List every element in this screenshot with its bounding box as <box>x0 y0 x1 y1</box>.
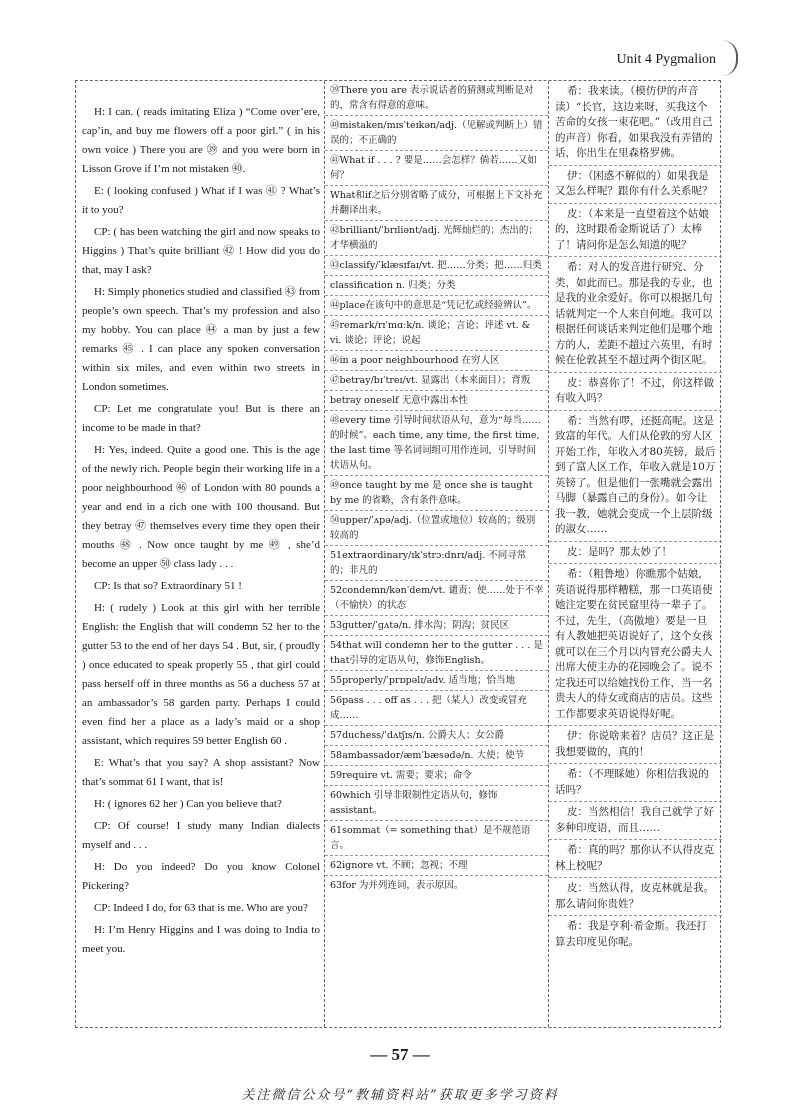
dialogue-line: H: I can. ( reads imitating Eliza ) “Come over’ere, cap’in, and buy me flowers off a poor girl.” ( in his own voice ) There you are ㊴ and you were born in Lisson Grove if I’m not mistaken ㊵. <box>82 106 320 175</box>
note-item: ㊷brilliant/ˈbrɪliənt/adj. 光辉灿烂的；杰出的；才华横溢的 <box>325 221 548 256</box>
dialogue-line: H: ( rudely ) Look at this girl with her terrible English: the English that will condemn 52 her to the gutter 53 to the end of her days 54 . But, sir, ( proudly ) once educated to speak properly 55 , that girl could pass herself off in three months as 56 a duchess 57 at an ambassador’s 58 garden party. Perhaps I could even find her a place as a lady’s maid or a shop assistant, which requires 59 better English 60 . <box>82 602 320 747</box>
note-item: ㊹place在该句中的意思是“凭记忆或经验辨认”。 <box>325 296 548 316</box>
dialogue-column <box>76 81 325 1027</box>
note-item: 58ambassador/æmˈbæsədə/n. 大使；使节 <box>325 746 548 766</box>
note-item: ㊴There you are 表示说话者的猜测或判断是对的，常含有得意的意味。 <box>325 81 548 116</box>
note-item: 62ignore vt. 不顾；忽视；不理 <box>325 856 548 876</box>
note-item: classification n. 归类；分类 <box>325 276 548 296</box>
dialogue-line: E: ( looking confused ) What if I was ㊶ ? What’s it to you? <box>82 185 320 216</box>
translation-item: 皮：（本来是一直望着这个姑娘的，这时跟希金斯说话了）太棒了！请问你是怎么知道的呢？ <box>549 204 722 258</box>
note-item: 52condemn/kənˈdem/vt. 谴责；使……处于不幸（不愉快）的状态 <box>325 581 548 616</box>
translation-item: 伊：你说啥来着？店员？这正是我想要做的，真的！ <box>549 726 722 764</box>
translation-item: 希：当然有啰，还挺高呢。这是致富的年代。人们从伦敦的穷人区开始工作，年收入才80英镑，最后到了富人区工作，年收入就是10万英镑了。但是他们一张嘴就会露出马脚（暴露自己的身份）。如今让我一教，她就会变成一个上层阶级的淑女…… <box>549 411 722 542</box>
note-item: ㊼betray/bɪˈtreɪ/vt. 显露出（本来面目）；背叛 <box>325 371 548 391</box>
note-item: ㊵mistaken/mɪsˈteɪkən/adj.（见解或判断上）错误的；不正确的 <box>325 116 548 151</box>
dialogue-line: CP: ( has been watching the girl and now speaks to Higgins ) That’s quite brilliant ㊷ ! How did you do that, may I ask? <box>82 226 320 276</box>
translation-column <box>549 81 722 1027</box>
note-item: 63for 为并列连词，表示原因。 <box>330 880 464 891</box>
note-item: 61sommat（= something that）是不规范语言。 <box>325 821 548 856</box>
dialogue-line: CP: Of course! I study many Indian dialects myself and . . . <box>82 820 320 851</box>
translation-item: 希：我是亨利·希金斯。我还打算去印度见你呢。 <box>555 920 707 948</box>
note-item: ㊿upper/ˈʌpə/adj.（位置或地位）较高的；级别较高的 <box>325 511 548 546</box>
translation-item: 皮：当然认得，皮克林就是我。那么请问你贵姓？ <box>549 878 722 916</box>
translation-item: 皮：是吗？那太妙了！ <box>549 542 722 565</box>
note-item: ㊻in a poor neighbourhood 在穷人区 <box>325 351 548 371</box>
translation-item: 皮：当然相信！我自己就学了好多种印度语，而且…… <box>549 802 722 840</box>
dialogue-line: H: Yes, indeed. Quite a good one. This is the age of the newly rich. People begin their working life in a poor neighbourhood ㊻ of London with 80 pounds a year and end in a rich one with 100 thousand. But they betray ㊼ themselves every time they open their mouths ㊽ . Now once taught by me ㊾ , she’d become an upper ㊿ class lady . . . <box>82 444 320 570</box>
translation-item: 伊：（困惑不解似的）如果我是又怎么样呢？跟你有什么关系呢？ <box>549 166 722 204</box>
note-item: ㊾once taught by me 是 once she is taught by me 的省略，含有条件意味。 <box>325 476 548 511</box>
dialogue-line: H: Do you indeed? Do you know Colonel Pickering? <box>82 861 320 892</box>
note-item: ㊽every time 引导时间状语从句，意为“每当……的时候”。each time, any time, the first time, the last time 等名词词组可用作连词，引导时间状语从句。 <box>325 411 548 476</box>
translation-item: 希：（粗鲁地）你瞧那个姑娘，英语说得那样糟糕，那一口英语使她注定要在贫民窟里待一辈子了。不过，先生，（高傲地）要是一旦有人教她把英语说好了，这个女孩就可以在三个月以内冒充公爵夫人出席大使主办的花园晚会了。说不定我还可以给她找份工作，当一名贵夫人的侍女或商店的店员。这些工作都要求英语说得好呢。 <box>549 564 722 726</box>
dialogue-line: E: What’s that you say? A shop assistant? Now that’s sommat 61 I want, that is! <box>82 757 320 788</box>
note-item: betray oneself 无意中露出本性 <box>325 391 548 411</box>
dialogue-line: H: ( ignores 62 her ) Can you believe that? <box>94 798 282 810</box>
note-item: What和if之后分别省略了成分，可根据上下文补充并翻译出来。 <box>325 186 548 221</box>
footer-note: 关注微信公众号“教辅资料站”获取更多学习资料 <box>241 1088 559 1103</box>
header-bracket-decoration <box>722 40 738 76</box>
translation-item: 希：我来读。（模仿伊的声音读）“长官，这边来呀，买我这个苦命的女孩一束花吧。”（改用自己的声音）你看，如果我没有弄错的话，你出生在里森格罗佛。 <box>549 81 722 166</box>
note-item: ㊺remark/rɪˈmɑːk/n. 谈论；言论；评述 vt. & vi. 谈论；评论；说起 <box>325 316 548 351</box>
page-number: — 57 — <box>370 1045 430 1064</box>
notes-column <box>325 81 549 1027</box>
unit-title: Unit 4 Pygmalion <box>616 52 716 67</box>
note-item: 57duchess/ˈdʌtʃɪs/n. 公爵夫人；女公爵 <box>325 726 548 746</box>
dialogue-line: H: Simply phonetics studied and classified ㊸ from people’s own speech. That’s my profession and also my hobby. You can place ㊹ a man by just a few remarks ㊺ . I can place any spoken conversation within six miles, and even within two streets in London sometimes. <box>82 286 320 393</box>
dialogue-line: CP: Is that so? Extraordinary 51 ! <box>94 580 242 592</box>
note-item: ㊶What if . . . ? 要是……会怎样？倘若……又如何？ <box>325 151 548 186</box>
note-item: ㊸classify/ˈklæsɪfaɪ/vt. 把……分类；把……归类 <box>325 256 548 276</box>
note-item: 60which 引导非限制性定语从句，修饰assistant。 <box>325 786 548 821</box>
translation-item: 希：（不理睬她）你相信我说的话吗？ <box>549 764 722 802</box>
note-item: 55properly/ˈprɒpəlɪ/adv. 适当地；恰当地 <box>325 671 548 691</box>
dialogue-line: H: I’m Henry Higgins and I was doing to India to meet you. <box>82 924 320 955</box>
note-item: 53gutter/ˈɡʌtə/n. 排水沟；阴沟；贫民区 <box>325 616 548 636</box>
content-frame <box>75 80 721 1028</box>
note-item: 56pass . . . off as . . . 把（某人）改变或冒充成…… <box>325 691 548 726</box>
note-item: 51extraordinary/ɪkˈstrɔːdnrɪ/adj. 不同寻常的；非凡的 <box>325 546 548 581</box>
note-item: 59require vt. 需要；要求；命令 <box>325 766 548 786</box>
translation-item: 希：对人的发音进行研究、分类，如此而已。那是我的专业，也是我的业余爱好。你可以根据几句话就判定一个人来自何地。我可以根据任何谈话来判定他们是哪个地方的人，差距不超过六英里，有时候在伦敦甚至不超过两个街区呢。 <box>549 257 722 373</box>
translation-item: 皮：恭喜你了！不过，你这样做有收入吗？ <box>549 373 722 411</box>
dialogue-line: CP: Indeed I do, for 63 that is me. Who are you? <box>94 902 308 914</box>
dialogue-line: CP: Let me congratulate you! But is there an income to be made in that? <box>82 403 320 434</box>
note-item: 54that will condemn her to the gutter . . . 是that引导的定语从句，修饰English。 <box>325 636 548 671</box>
translation-item: 希：真的吗？那你认不认得皮克林上校呢？ <box>549 840 722 878</box>
